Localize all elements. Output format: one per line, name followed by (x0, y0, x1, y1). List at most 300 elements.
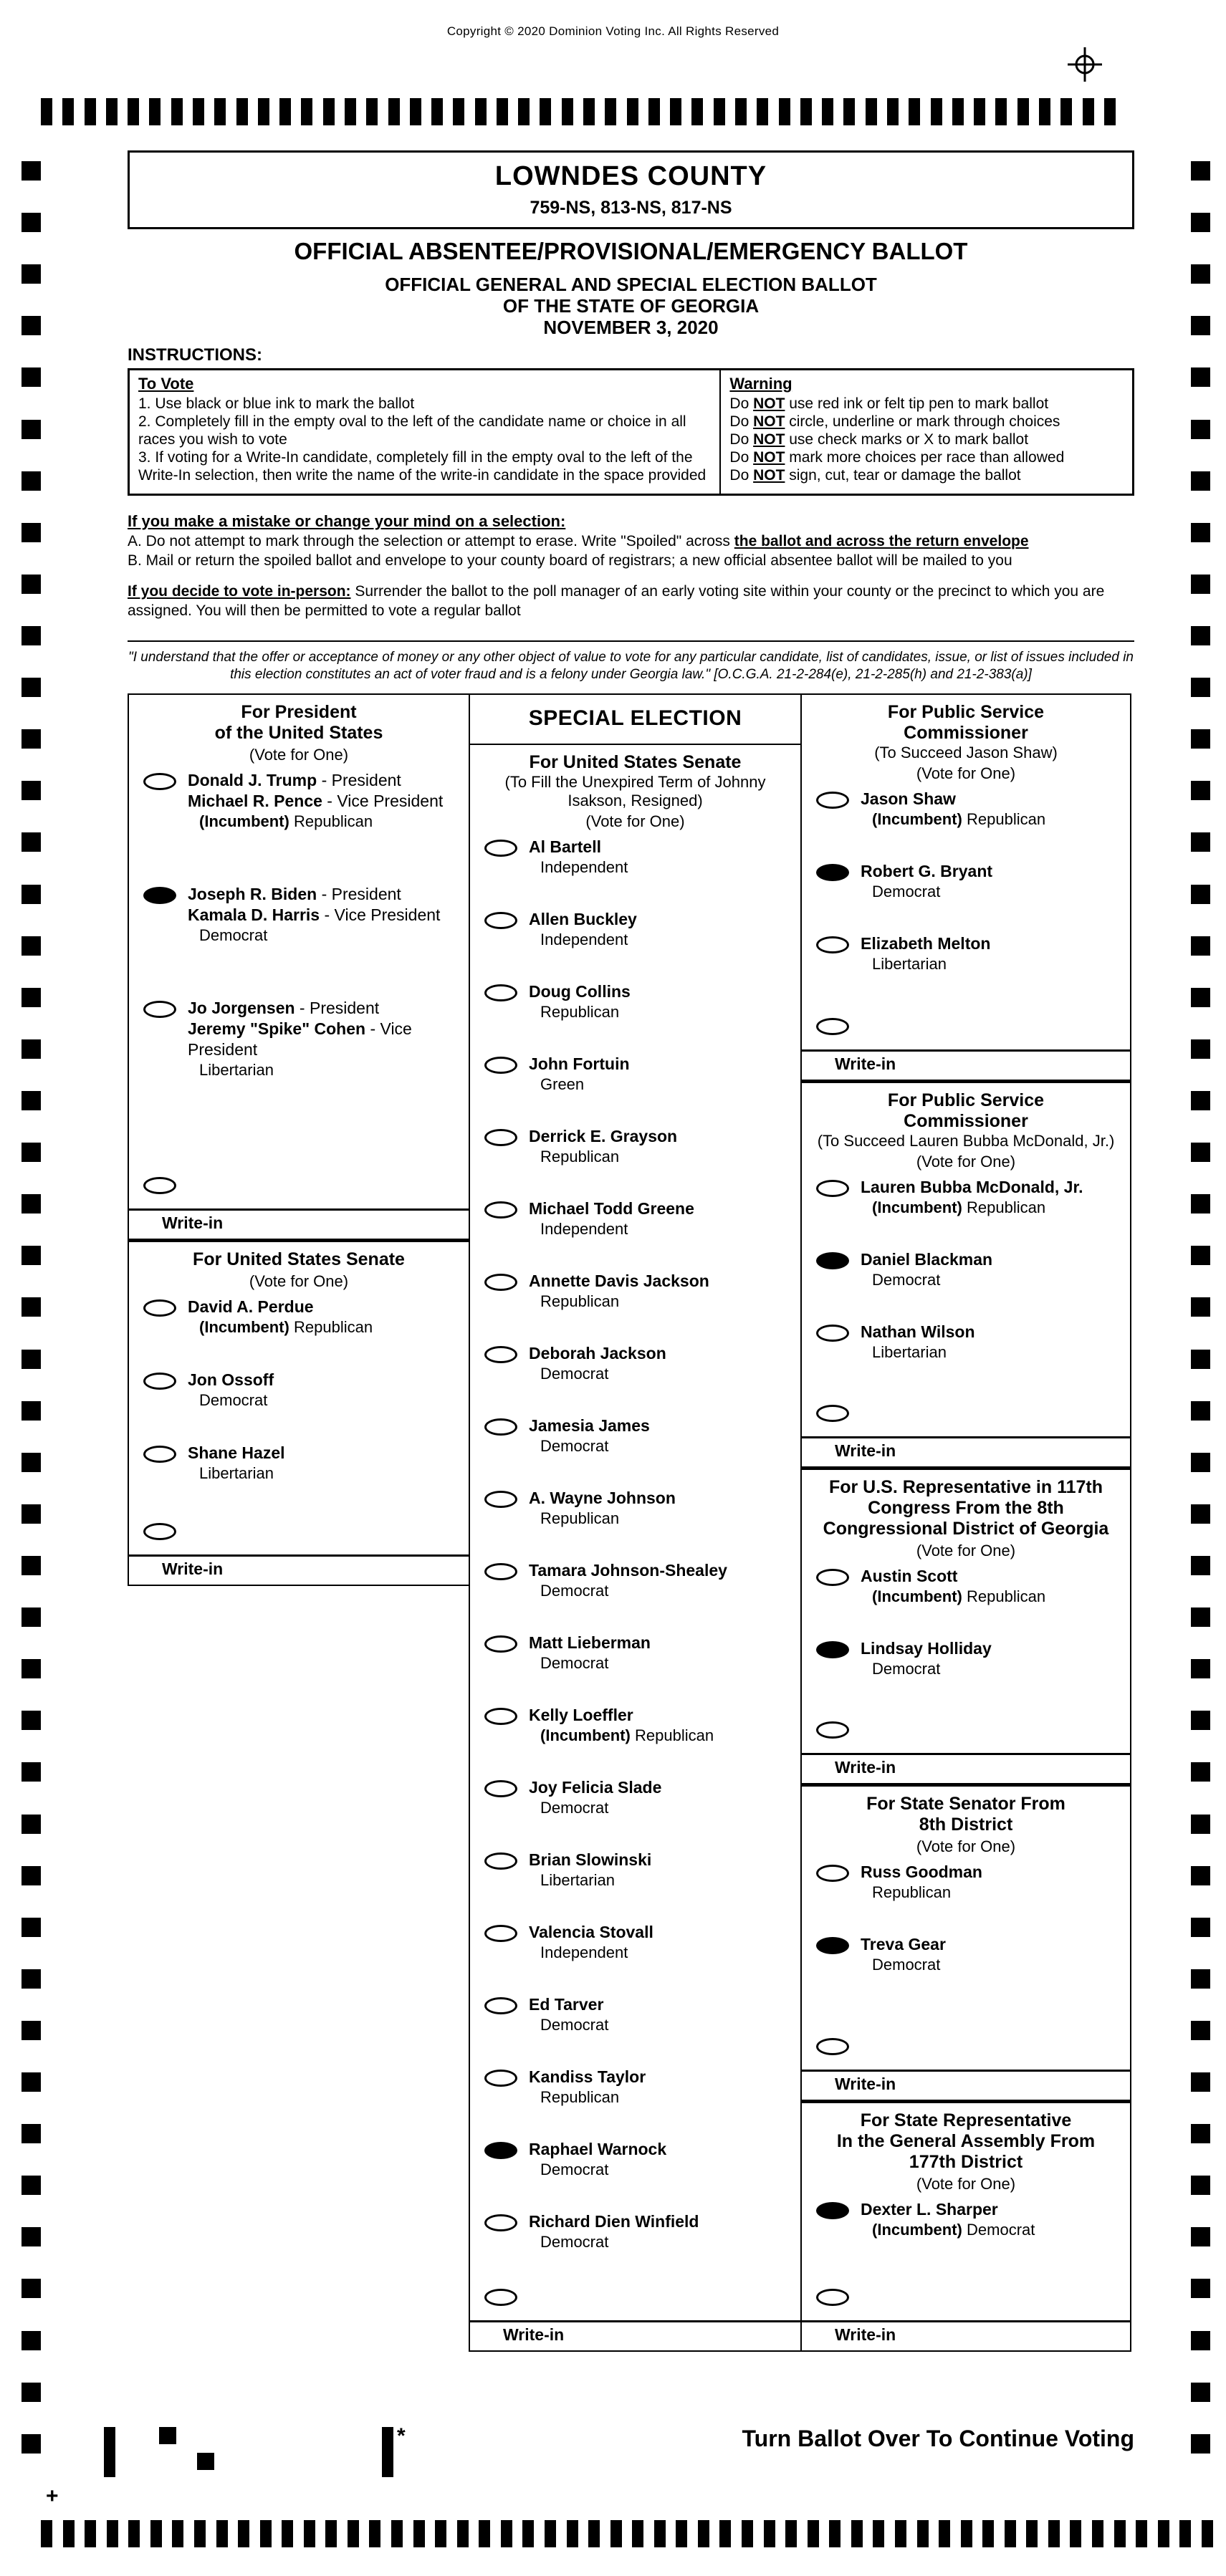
timing-mark (21, 1918, 41, 1937)
legal-divider (128, 640, 1134, 642)
in-person-title: If you decide to vote in-person: (128, 583, 351, 600)
timing-mark (21, 316, 41, 335)
in-person-text: Surrender the ballot to the poll manager of an early voting site within your county or the precinct to which you are assigned. You will then be permitted to vote a regular ballot (128, 583, 1105, 619)
candidate-party: Republican (540, 1509, 620, 1527)
timing-mark (829, 2520, 841, 2547)
timing-mark (85, 98, 96, 125)
candidate-row (470, 2211, 800, 2251)
timing-mark (909, 98, 920, 125)
timing-mark (1191, 575, 1210, 594)
timing-mark (719, 2520, 731, 2547)
contest-subtitle: (To Succeed Jason Shaw) (874, 744, 1058, 761)
candidate-name: Dexter L. Sharper (861, 2200, 998, 2219)
timing-mark (1191, 2072, 1210, 2092)
timing-mark (1191, 2383, 1210, 2402)
candidate-party: Democrat (540, 2161, 609, 2178)
warning-panel (721, 370, 1132, 494)
timing-mark (21, 2279, 41, 2298)
candidate-name: Jon Ossoff (188, 1370, 274, 1389)
timing-mark (691, 98, 703, 125)
write-in-area (129, 1174, 469, 1239)
vote-for-instruction: (Vote for One) (249, 746, 349, 764)
candidate-info (861, 1862, 982, 1902)
timing-mark (21, 832, 41, 852)
candidate-oval[interactable] (816, 1180, 849, 1197)
timing-mark (21, 2227, 41, 2246)
candidate-row (129, 770, 469, 831)
candidate-row (470, 1633, 800, 1673)
write-in-oval[interactable] (143, 1523, 176, 1540)
vote-for-instruction: (Vote for One) (249, 1272, 349, 1290)
candidate-oval[interactable] (484, 1708, 517, 1725)
timing-mark (391, 2520, 403, 2547)
timing-mark (410, 98, 421, 125)
timing-mark (193, 98, 204, 125)
timing-mark (21, 1866, 41, 1885)
write-in-label: Write-in (503, 2325, 565, 2344)
candidate-oval[interactable] (484, 1418, 517, 1436)
candidate-oval[interactable] (484, 1997, 517, 2014)
candidate-party: Republican (540, 1148, 620, 1166)
timing-mark (1039, 98, 1050, 125)
timing-mark (1191, 678, 1210, 697)
candidate-name: Jeremy "Spike" Cohen - Vice President (188, 1019, 412, 1059)
candidate-row (470, 1488, 800, 1528)
timing-mark (1060, 98, 1072, 125)
candidate-oval[interactable] (816, 2202, 849, 2219)
election-title-line2: OF THE STATE OF GEORGIA (502, 295, 760, 317)
timing-mark (995, 98, 1007, 125)
contest-title: For State Representative (860, 2110, 1072, 2130)
ballot-title: OFFICIAL ABSENTEE/PROVISIONAL/EMERGENCY BALLOT (294, 238, 968, 264)
candidate-info (861, 1566, 1045, 1606)
candidate-name: Jason Shaw (861, 789, 956, 808)
write-in-label: Write-in (162, 1559, 224, 1578)
candidate-row (470, 1416, 800, 1456)
timing-mark (85, 2520, 96, 2547)
candidate-oval[interactable] (484, 2142, 517, 2159)
candidate-name: Doug Collins (529, 982, 631, 1001)
to-vote-item: 3. If voting for a Write-In candidate, completely fill in the empty oval to the left of the Write-In selection, then write the name of the write-in candidate in the space provided (138, 449, 707, 484)
timing-mark (982, 2520, 994, 2547)
timing-mark (304, 2520, 315, 2547)
write-in-oval-row (129, 1520, 469, 1540)
candidate-party: Democrat (199, 926, 268, 944)
mistake-title: If you make a mistake or change your mind on a selection: (128, 512, 566, 530)
candidate-oval[interactable] (143, 1001, 176, 1018)
timing-mark (588, 2520, 600, 2547)
timing-mark (648, 98, 660, 125)
candidate-info (188, 1443, 285, 1483)
candidate-oval[interactable] (484, 1780, 517, 1797)
to-vote-panel (130, 370, 721, 494)
candidate-oval[interactable] (484, 840, 517, 857)
candidate-name: Brian Slowinski (529, 1850, 652, 1869)
candidate-party: Libertarian (540, 1871, 615, 1889)
candidate-party: (Incumbent) Republican (872, 1587, 1046, 1605)
candidate-info (529, 2067, 646, 2107)
timing-mark (21, 1091, 41, 1110)
timing-mark (21, 1246, 41, 1265)
timing-mark (453, 98, 464, 125)
candidate-info (529, 2211, 699, 2251)
write-in-label: Write-in (835, 2075, 896, 2093)
write-in-oval-row (802, 2035, 1130, 2055)
candidate-oval[interactable] (816, 1325, 849, 1342)
timing-mark (1191, 471, 1210, 491)
timing-mark (1005, 2520, 1016, 2547)
candidate-row (129, 998, 469, 1080)
ballot-style-numbers: 759-NS, 813-NS, 817-NS (530, 198, 732, 218)
timing-mark (21, 161, 41, 181)
candidate-row (129, 884, 469, 945)
contest-title: For President (241, 702, 357, 722)
timing-mark (1191, 2434, 1210, 2454)
candidate-info (529, 981, 631, 1022)
ballot-col-3 (800, 693, 1131, 2352)
timing-mark (435, 2520, 446, 2547)
timing-mark (128, 2520, 140, 2547)
timing-mark (258, 98, 269, 125)
write-in-oval[interactable] (816, 1721, 849, 1739)
candidate-oval[interactable] (816, 792, 849, 809)
write-in-label: Write-in (835, 1758, 896, 1777)
candidate-oval[interactable] (143, 887, 176, 904)
candidate-oval[interactable] (484, 1346, 517, 1363)
candidate-name: Tamara Johnson-Shealey (529, 1561, 727, 1580)
candidate-oval[interactable] (816, 1937, 849, 1954)
candidate-oval[interactable] (484, 1274, 517, 1291)
timing-mark (128, 98, 139, 125)
contest-subtitle: (To Fill the Unexpired Term of Johnny (504, 773, 766, 791)
candidate-info (188, 998, 469, 1080)
timing-mark (431, 98, 443, 125)
candidate-party: (Incumbent) Republican (872, 810, 1046, 828)
candidate-name: Allen Buckley (529, 910, 637, 928)
turn-ballot-over-text: Turn Ballot Over To Continue Voting (742, 2426, 1134, 2451)
candidate-oval[interactable] (484, 984, 517, 1001)
timing-mark (961, 2520, 972, 2547)
vote-for-instruction: (Vote for One) (916, 764, 1016, 782)
candidate-party: Libertarian (872, 1343, 947, 1361)
timing-mark (21, 1453, 41, 1472)
timing-mark (632, 2520, 643, 2547)
contest-title: 8th District (919, 1815, 1013, 1835)
timing-mark (21, 2331, 41, 2350)
timing-mark (150, 2520, 162, 2547)
timing-mark (540, 98, 551, 125)
ballot-col-2 (469, 693, 802, 2352)
timing-mark (1191, 1504, 1210, 1524)
candidate-name: Annette Davis Jackson (529, 1272, 709, 1290)
timing-mark (21, 575, 41, 594)
candidate-info (529, 1560, 727, 1600)
candidate-party: Democrat (872, 1271, 941, 1289)
write-in-oval[interactable] (816, 1018, 849, 1035)
candidate-oval[interactable] (143, 1373, 176, 1390)
timing-mark (822, 98, 833, 125)
timing-mark (1048, 2520, 1060, 2547)
write-in-oval[interactable] (816, 2038, 849, 2055)
footer-mark-square (159, 2427, 176, 2444)
contest-subtitle: (To Succeed Lauren Bubba McDonald, Jr.) (817, 1132, 1115, 1150)
candidate-party: Democrat (540, 1654, 609, 1672)
candidate-name: Al Bartell (529, 837, 601, 856)
candidate-party: Democrat (540, 2016, 609, 2034)
candidate-row (802, 861, 1130, 901)
candidate-oval[interactable] (484, 1491, 517, 1508)
candidate-row (470, 1560, 800, 1600)
write-in-area (802, 2035, 1130, 2100)
timing-mark (1191, 1866, 1210, 1885)
timing-mark (21, 781, 41, 800)
candidate-name: Treva Gear (861, 1935, 946, 1953)
candidate-oval[interactable] (484, 2070, 517, 2087)
candidate-party: Republican (540, 1003, 620, 1021)
candidate-name: Matt Lieberman (529, 1633, 651, 1652)
timing-mark (301, 98, 312, 125)
candidate-party: Democrat (540, 1365, 609, 1383)
timing-mark (1191, 885, 1210, 904)
timing-mark (21, 1039, 41, 1059)
candidate-row (802, 1934, 1130, 1974)
contest-subtitle: Isakson, Resigned) (567, 792, 703, 809)
contest-header (802, 2103, 1130, 2199)
timing-mark (518, 98, 530, 125)
write-in-label: Write-in (835, 1441, 896, 1460)
candidate-row (470, 1271, 800, 1311)
timing-mark (1191, 1350, 1210, 1369)
timing-mark (873, 2520, 884, 2547)
candidate-party: Republican (540, 1292, 620, 1310)
candidate-row (470, 837, 800, 877)
contest-header (129, 1242, 469, 1297)
candidate-row (470, 1343, 800, 1383)
contest-psc-shaw (802, 695, 1130, 1083)
timing-mark (21, 471, 41, 491)
write-in-oval[interactable] (143, 1177, 176, 1194)
candidate-info (861, 789, 1045, 829)
candidate-info (861, 1249, 992, 1289)
candidate-info (529, 2139, 666, 2179)
candidate-oval[interactable] (484, 1925, 517, 1942)
timing-mark (21, 678, 41, 697)
in-person-instructions (128, 582, 1134, 620)
timing-mark (1191, 1039, 1210, 1059)
timing-mark (1191, 523, 1210, 542)
timing-marks-bottom (41, 2520, 1213, 2547)
contest-header (802, 1083, 1130, 1177)
timing-mark (1104, 98, 1116, 125)
candidate-party: Democrat (540, 1799, 609, 1817)
mistake-line-a: A. Do not attempt to mark through the selection or attempt to erase. Write "Spoiled" across the ballot and across the return envelope (128, 533, 1029, 549)
timing-mark (475, 98, 487, 125)
to-vote-list (138, 395, 711, 484)
timing-mark (21, 2124, 41, 2143)
candidate-info (529, 1198, 694, 1239)
candidate-name: Richard Dien Winfield (529, 2212, 699, 2231)
timing-mark (21, 1401, 41, 1421)
candidate-row (470, 1922, 800, 1962)
timing-mark (1191, 316, 1210, 335)
timing-mark (238, 2520, 249, 2547)
contest-title: For State Senator From (866, 1794, 1065, 1814)
candidate-oval[interactable] (143, 1299, 176, 1317)
write-in-oval-row (802, 1402, 1130, 1422)
timing-mark (583, 98, 595, 125)
timing-mark (1191, 626, 1210, 645)
timing-mark (21, 729, 41, 749)
timing-mark (1191, 1194, 1210, 1213)
candidate-party: Democrat (540, 1437, 609, 1455)
timing-mark (779, 98, 790, 125)
candidate-oval[interactable] (816, 1569, 849, 1586)
timing-mark (974, 98, 985, 125)
voter-fraud-legal-text: "I understand that the offer or acceptance of money or any other object of value to vote for any particular candidate, list of candidates, issue, or list of issues included in this election constitutes an act of voter fraud and is a felony under Georgia law." [O.C.G.A. 21-2-284(e), 21-2-285(h) and 21-2-383(a)] (128, 650, 1134, 682)
warning-item: Do NOT sign, cut, tear or damage the ballot (729, 467, 1021, 484)
candidate-name: Ed Tarver (529, 1995, 604, 2014)
timing-mark (21, 213, 41, 232)
candidate-info (861, 2199, 1035, 2239)
candidate-row (802, 1177, 1130, 1217)
candidate-oval[interactable] (484, 1129, 517, 1146)
candidate-row (802, 1322, 1130, 1362)
candidate-row (470, 2067, 800, 2107)
write-in-oval[interactable] (484, 2289, 517, 2306)
write-in-area (129, 1520, 469, 1585)
candidate-name: Raphael Warnock (529, 2140, 667, 2158)
timing-mark (63, 2520, 75, 2547)
timing-mark (1191, 1815, 1210, 1834)
timing-mark (698, 2520, 709, 2547)
footer-asterisk: * (397, 2424, 406, 2448)
timing-mark (851, 2520, 863, 2547)
timing-mark (1191, 988, 1210, 1007)
timing-mark (1191, 1143, 1210, 1162)
timing-mark (1191, 1556, 1210, 1575)
candidate-info (861, 1638, 992, 1678)
timing-mark (605, 98, 616, 125)
timing-mark (21, 523, 41, 542)
write-in-oval[interactable] (816, 2289, 849, 2306)
timing-mark (866, 98, 877, 125)
timing-mark (1092, 2520, 1103, 2547)
candidate-oval[interactable] (484, 912, 517, 929)
timing-mark (610, 2520, 622, 2547)
vote-for-instruction: (Vote for One) (585, 812, 685, 830)
candidate-name: A. Wayne Johnson (529, 1489, 676, 1507)
candidate-row (470, 1705, 800, 1745)
candidate-oval[interactable] (816, 936, 849, 953)
election-title-block (128, 274, 1134, 338)
candidate-name: Lindsay Holliday (861, 1639, 992, 1658)
candidate-info (529, 1126, 677, 1166)
timing-mark (21, 264, 41, 284)
candidate-row (470, 2139, 800, 2179)
timing-mark (21, 367, 41, 387)
timing-mark (1191, 936, 1210, 956)
candidate-oval[interactable] (816, 1865, 849, 1882)
candidate-oval[interactable] (484, 1852, 517, 1870)
candidate-oval[interactable] (484, 1201, 517, 1219)
contest-president (129, 695, 469, 1242)
county-header-box (128, 150, 1134, 229)
timing-mark (895, 2520, 906, 2547)
timing-mark (742, 2520, 753, 2547)
warning-title: Warning (729, 375, 792, 393)
candidate-info (188, 1370, 274, 1410)
timing-mark (21, 2176, 41, 2195)
timing-mark (325, 2520, 337, 2547)
write-in-label: Write-in (835, 1054, 896, 1073)
timing-mark (1191, 213, 1210, 232)
candidate-oval[interactable] (484, 2214, 517, 2231)
special-election-banner: SPECIAL ELECTION (470, 695, 800, 745)
contest-title: of the United States (214, 723, 383, 743)
candidate-info (529, 909, 637, 949)
candidate-row (470, 1850, 800, 1890)
timing-mark (1114, 2520, 1126, 2547)
candidate-info (529, 837, 628, 877)
timing-mark (106, 98, 118, 125)
contest-title: In the General Assembly From (836, 2131, 1096, 2151)
candidate-oval[interactable] (816, 1252, 849, 1269)
candidate-party: Republican (872, 1883, 952, 1901)
candidate-name: John Fortuin (529, 1054, 630, 1073)
timing-mark (1136, 2520, 1147, 2547)
mistake-line-b: B. Mail or return the spoiled ballot and envelope to your county board of registrars; a new official absentee ballot will be mailed to you (128, 552, 1012, 569)
candidate-party: Libertarian (872, 955, 947, 973)
candidate-name: Austin Scott (861, 1567, 958, 1585)
candidate-info (861, 1177, 1083, 1217)
candidate-info (861, 861, 992, 901)
footer-mark-bar (382, 2427, 393, 2477)
candidate-oval[interactable] (484, 1563, 517, 1580)
timing-mark (236, 98, 248, 125)
contest-title: Congress From the 8th (868, 1498, 1064, 1518)
timing-mark (1191, 1246, 1210, 1265)
timing-mark (21, 1350, 41, 1369)
candidate-oval[interactable] (484, 1057, 517, 1074)
timing-mark (1191, 2176, 1210, 2195)
timing-mark (939, 2520, 950, 2547)
candidate-oval[interactable] (816, 864, 849, 881)
candidate-party: Republican (540, 2088, 620, 2106)
candidate-party: Democrat (872, 1660, 941, 1678)
warning-list (729, 395, 1124, 484)
timing-mark (1191, 832, 1210, 852)
candidate-oval[interactable] (816, 1641, 849, 1658)
candidate-name: David A. Perdue (188, 1297, 314, 1316)
write-in-label: Write-in (162, 1213, 224, 1232)
write-in-oval[interactable] (816, 1405, 849, 1422)
timing-mark (1191, 2021, 1210, 2040)
candidate-oval[interactable] (143, 773, 176, 790)
contest-title: Congressional District of Georgia (823, 1519, 1109, 1539)
candidate-info (529, 1488, 676, 1528)
timing-mark (757, 98, 768, 125)
contest-title: For Public Service (887, 702, 1045, 722)
timing-mark (714, 98, 725, 125)
candidate-oval[interactable] (484, 1635, 517, 1653)
write-in-area (802, 1719, 1130, 1783)
contest-title: For Public Service (887, 1090, 1045, 1110)
timing-mark (1083, 98, 1094, 125)
ballot-sheet (128, 150, 1134, 2352)
candidate-oval[interactable] (143, 1446, 176, 1463)
candidate-info (529, 1054, 630, 1094)
timing-mark (388, 98, 400, 125)
